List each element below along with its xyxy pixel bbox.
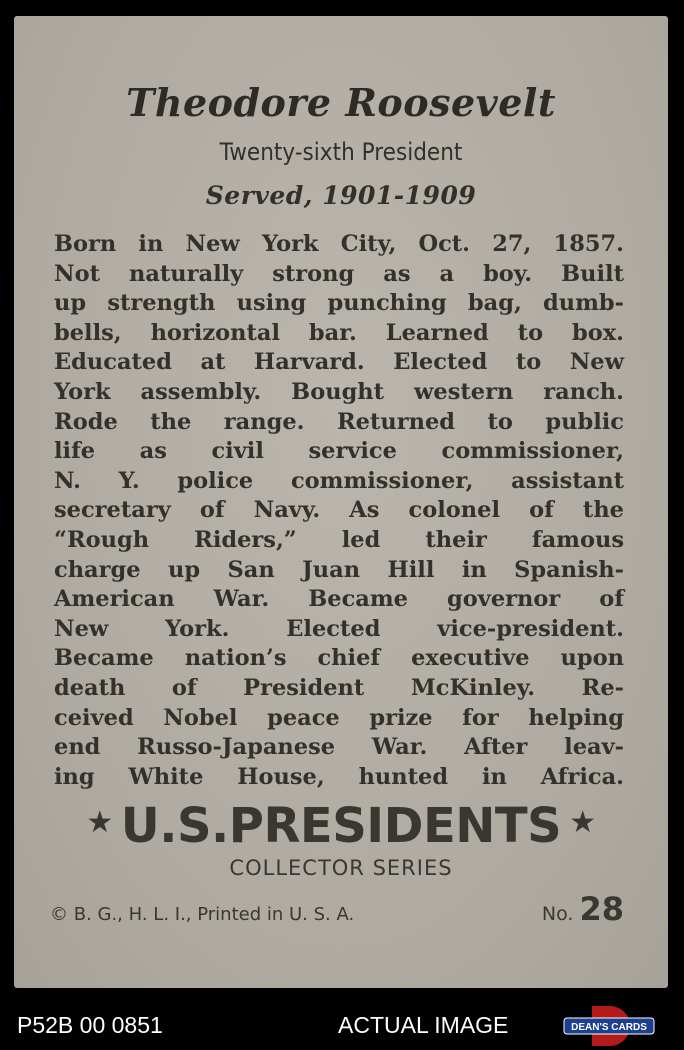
bio-line: Educated at Harvard. Elected to New [54,349,624,376]
trading-card-back [14,16,668,988]
bio-line: N. Y. police commissioner, assistant [54,467,624,494]
bio-line: death of President McKinley. Re- [54,674,624,701]
star-icon: ★ [569,805,596,840]
bio-line: ceived Nobel peace prize for helping [54,704,624,731]
bio-line: Became nation’s chief executive upon [54,645,624,672]
card-number-label: No. [541,903,574,925]
logo-text: DEAN'S CARDS [571,1022,647,1033]
deans-cards-logo [562,1004,656,1048]
term-served: Served, 1901-1909 [205,181,477,210]
inventory-code: P52B 00 0851 [17,1012,163,1038]
collector-series-label: COLLECTOR SERIES [229,856,453,880]
biography-text [54,230,624,792]
bio-line: Rode the range. Returned to public [54,408,624,435]
copyright-line: © B. G., H. L. I., Printed in U. S. A. [50,904,355,925]
card-number-value: 28 [579,890,624,928]
bio-line: secretary of Navy. As colonel of the [54,497,624,524]
bio-line: charge up San Juan Hill in Spanish- [54,556,624,583]
bio-line: end Russo-Japanese War. After leav- [54,734,624,761]
actual-image-label: ACTUAL IMAGE [338,1012,509,1038]
bio-line: Not naturally strong as a boy. Built [54,260,624,287]
bio-line: American War. Became governor of [54,586,624,613]
president-name: Theodore Roosevelt [126,80,556,125]
bio-line: life as civil service commissioner, [54,438,624,465]
bio-line: York assembly. Bought western ranch. [54,378,624,405]
bio-line: ing White House, hunted in Africa. [54,763,624,790]
series-title-text: U.S.PRESIDENTS [120,798,562,854]
bio-line: “Rough Riders,” led their famous [54,526,624,553]
star-icon: ★ [86,805,113,840]
bio-line: bells, horizontal bar. Learned to box. [54,319,624,346]
bio-line: New York. Elected vice-president. [54,615,624,642]
footer-bar [0,1002,684,1050]
card-number [542,890,624,928]
president-ordinal: Twenty-sixth President [219,138,463,166]
bio-line: up strength using punching bag, dumb- [54,290,624,317]
bio-line: Born in New York City, Oct. 27, 1857. [54,231,624,257]
series-title [14,798,668,854]
